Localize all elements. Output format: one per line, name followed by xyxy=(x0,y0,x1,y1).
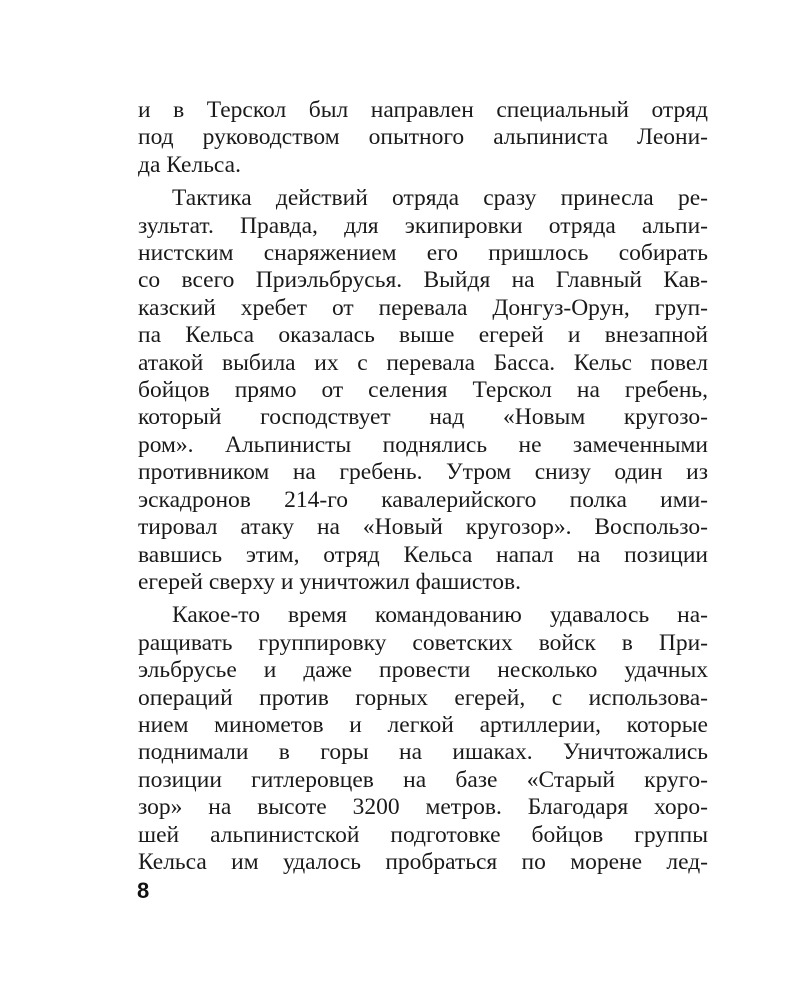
text-line: Какое-то время командованию удавалось на- xyxy=(172,602,708,629)
text-line: со всего Приэльбрусья. Выйдя на Главный Кав- xyxy=(138,267,708,294)
body-text xyxy=(138,97,708,882)
text-line: атакой выбила их с перевала Басса. Кельс повел xyxy=(138,349,708,376)
text-line: да Кельса. xyxy=(138,151,241,178)
text-line: который господствует над «Новым кругозо- xyxy=(138,404,708,431)
text-line: позиции гитлеровцев на базе «Старый кругo- xyxy=(138,766,708,793)
text-line: поднимали в горы на ишаках. Уничтожались xyxy=(138,739,708,766)
text-line: Кельса им удалось пробраться по морене лед- xyxy=(138,848,708,875)
text-line: Тактика действий отряда сразу принесла ре- xyxy=(172,185,708,212)
text-line: под руководством опытного альпиниста Леони- xyxy=(138,124,708,151)
paragraph-3 xyxy=(138,602,708,876)
text-line: казский хребет от перевала Донгуз-Орун, груп- xyxy=(138,294,708,321)
paragraph-1 xyxy=(138,97,708,179)
text-line: тировал атаку на «Новый кругозор». Воспользо- xyxy=(138,514,708,541)
text-line: операций против горных егерей, с использова- xyxy=(138,684,708,711)
text-line: ращивать группировку советских войск в При- xyxy=(138,629,708,656)
text-line: противником на гребень. Утром снизу один из xyxy=(138,459,708,486)
text-line: шей альпинистской подготовке бойцов группы xyxy=(138,821,708,848)
text-line: зор» на высоте 3200 метров. Благодаря хоро- xyxy=(138,794,708,821)
text-line: бойцов прямо от селения Терскол на гребень, xyxy=(138,377,708,404)
text-line: и в Терскол был направлен специальный отряд xyxy=(138,97,708,123)
text-line: ром». Альпинисты поднялись не замеченными xyxy=(138,431,708,458)
text-line: па Кельса оказалась выше егерей и внезапной xyxy=(138,322,708,349)
text-line: вавшись этим, отряд Кельса напал на позиции xyxy=(138,541,708,568)
text-line: зультат. Правда, для экипировки отряда альпи- xyxy=(138,212,708,239)
paragraph-2 xyxy=(138,185,708,596)
page-number: 8 xyxy=(137,878,150,903)
text-line: егерей сверху и уничтожил фашистов. xyxy=(138,568,522,595)
text-line: нием минометов и легкой артиллерии, которые xyxy=(138,711,708,738)
text-line: нистским снаряжением его пришлось собирать xyxy=(138,240,708,267)
text-line: эльбрусье и даже провести несколько удачных xyxy=(138,657,708,684)
text-line: эскадронов 214-го кавалерийского полка ими- xyxy=(138,486,708,513)
